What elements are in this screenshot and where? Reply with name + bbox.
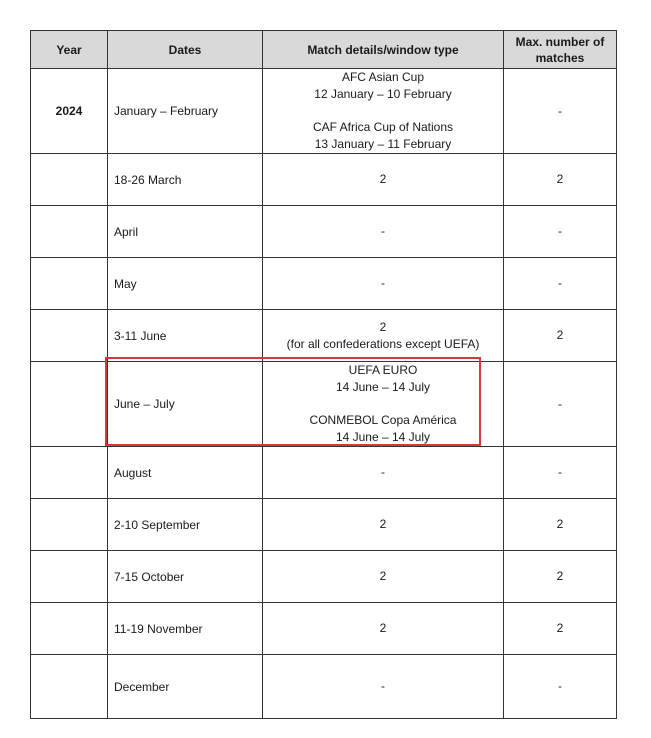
table-body [31,69,617,719]
header-max-line2: matches [535,50,585,65]
table-row [31,655,617,719]
cell-max-matches: 2 [504,499,617,551]
match-detail-line: - [381,465,385,479]
cell-dates: 2-10 September [108,499,263,551]
cell-max-matches: 2 [504,154,617,206]
cell-max-matches: - [504,655,617,719]
cell-dates: 11-19 November [108,603,263,655]
cell-dates: 18-26 March [108,154,263,206]
cell-dates: April [108,206,263,258]
header-dates: Dates [108,31,263,69]
cell-match-details [263,69,504,154]
table-row [31,154,617,206]
table-row [31,603,617,655]
match-detail-line: 14 June – 14 July [335,380,431,394]
header-match-details: Match details/window type [263,31,504,69]
match-detail-line: CONMEBOL Copa América [309,413,457,427]
table-row [31,310,617,362]
cell-dates: 3-11 June [108,310,263,362]
cell-year [31,154,108,206]
cell-year: 2024 [31,69,108,154]
header-year: Year [31,31,108,69]
table-row [31,447,617,499]
cell-match-details [263,154,504,206]
cell-year [31,258,108,310]
cell-dates: December [108,655,263,719]
cell-max-matches: 2 [504,310,617,362]
table-row [31,258,617,310]
line-gap [263,103,503,119]
cell-year [31,603,108,655]
cell-max-matches: 2 [504,603,617,655]
table-row [31,499,617,551]
line-gap [263,396,503,412]
match-detail-line: 2 [379,319,387,334]
cell-max-matches: - [504,206,617,258]
cell-dates: 7-15 October [108,551,263,603]
cell-match-details [263,258,504,310]
match-detail-line: 2 [379,172,387,186]
match-detail-line: 14 June – 14 July [335,430,431,444]
match-detail-line: - [381,276,385,290]
table-header-row [31,31,617,69]
match-detail-line: - [381,679,385,693]
match-detail-line: (for all confederations except UEFA) [286,336,480,351]
cell-year [31,499,108,551]
cell-max-matches: - [504,69,617,154]
cell-match-details [263,447,504,499]
match-detail-line: 13 January – 11 February [314,137,452,151]
cell-match-details [263,362,504,447]
cell-dates: January – February [108,69,263,154]
cell-match-details [263,206,504,258]
match-detail-line: CAF Africa Cup of Nations [312,120,454,134]
match-detail-line: 2 [379,517,387,531]
match-detail-line: 2 [379,621,387,635]
match-calendar-table [30,30,617,719]
cell-max-matches: - [504,447,617,499]
match-detail-line: 12 January – 10 February [314,87,452,101]
cell-max-matches: - [504,362,617,447]
cell-dates: August [108,447,263,499]
cell-year [31,310,108,362]
match-detail-line: AFC Asian Cup [341,70,425,84]
cell-year [31,447,108,499]
cell-max-matches: 2 [504,551,617,603]
cell-dates: May [108,258,263,310]
cell-year [31,206,108,258]
match-detail-line: 2 [379,569,387,583]
match-detail-line: - [381,224,385,238]
cell-match-details [263,655,504,719]
cell-dates: June – July [108,362,263,447]
match-detail-line: UEFA EURO [348,363,418,377]
cell-match-details [263,551,504,603]
table-row [31,551,617,603]
calendar-table-wrapper [30,30,616,719]
header-max-matches [504,31,617,69]
cell-year [31,362,108,447]
table-row [31,206,617,258]
cell-match-details [263,603,504,655]
table-row [31,362,617,447]
cell-max-matches: - [504,258,617,310]
header-max-line1: Max. number of [515,34,605,49]
cell-match-details [263,310,504,362]
cell-year [31,655,108,719]
cell-match-details [263,499,504,551]
table-row [31,69,617,154]
cell-year [31,551,108,603]
